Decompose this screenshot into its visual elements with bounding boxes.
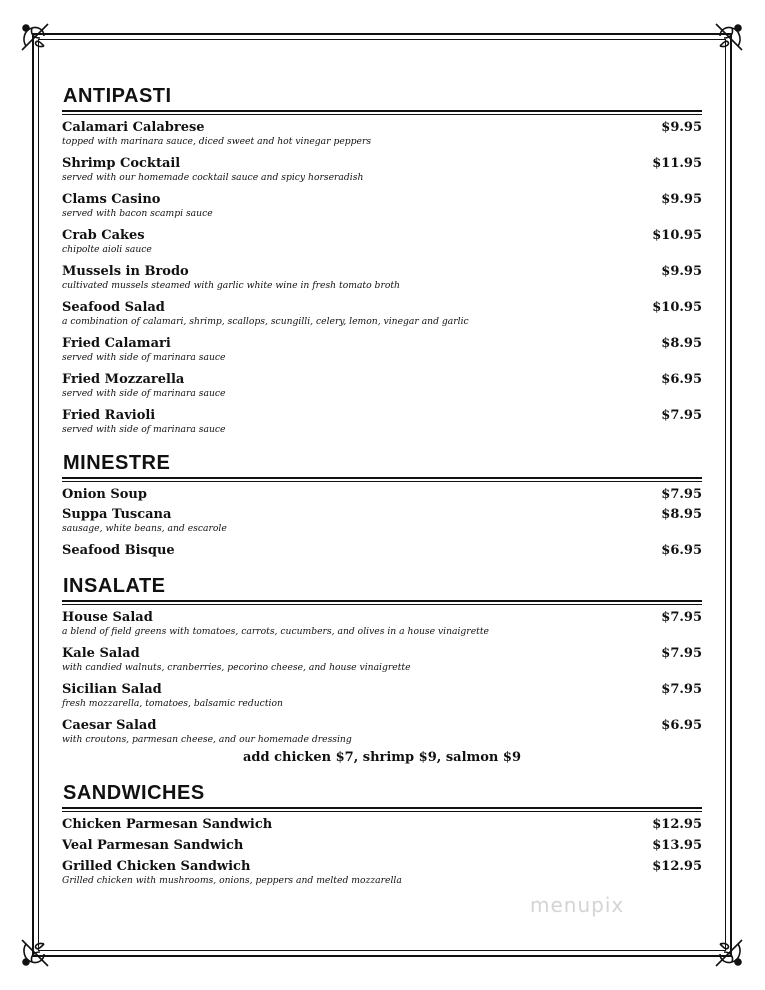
item-price: $9.95 xyxy=(661,120,702,135)
section-title: SANDWICHES xyxy=(63,782,205,804)
section-rule xyxy=(62,110,702,115)
item-price: $7.95 xyxy=(661,610,702,625)
item-description: served with side of marinara sauce xyxy=(62,352,226,363)
item-name: Chicken Parmesan Sandwich xyxy=(62,817,273,832)
watermark: menupix xyxy=(530,893,625,917)
section-sandwiches xyxy=(62,781,702,890)
item-name: Calamari Calabrese xyxy=(62,120,205,135)
item-name: Grilled Chicken Sandwich xyxy=(62,859,251,874)
menu-item xyxy=(62,486,702,506)
item-price: $9.95 xyxy=(661,264,702,279)
item-description: fresh mozzarella, tomatoes, balsamic reduction xyxy=(62,698,283,709)
item-description: a combination of calamari, shrimp, scallops, scungilli, celery, lemon, vinegar and garlic xyxy=(62,316,469,327)
item-price: $8.95 xyxy=(661,507,702,522)
item-name: Fried Mozzarella xyxy=(62,372,185,387)
item-description: served with side of marinara sauce xyxy=(62,388,226,399)
item-price: $12.95 xyxy=(652,859,702,874)
menu-content xyxy=(62,84,702,890)
section-rule xyxy=(62,807,702,812)
item-price: $6.95 xyxy=(661,372,702,387)
menu-item xyxy=(62,506,702,542)
item-name: Clams Casino xyxy=(62,192,161,207)
section-title: ANTIPASTI xyxy=(63,85,172,107)
section-antipasti xyxy=(62,84,702,437)
menu-item xyxy=(62,542,702,562)
menu-item xyxy=(62,816,702,837)
menu-item xyxy=(62,837,702,858)
item-description: topped with marinara sauce, diced sweet and hot vinegar peppers xyxy=(62,136,372,147)
item-description: Grilled chicken with mushrooms, onions, peppers and melted mozzarella xyxy=(62,875,402,886)
item-name: Mussels in Brodo xyxy=(62,264,189,279)
section-minestre xyxy=(62,451,702,562)
item-description: served with our homemade cocktail sauce and spicy horseradish xyxy=(62,172,364,183)
menu-item xyxy=(62,227,702,263)
menu-item xyxy=(62,119,702,155)
item-price: $12.95 xyxy=(652,817,702,832)
item-description: served with bacon scampi sauce xyxy=(62,208,213,219)
item-price: $10.95 xyxy=(652,228,702,243)
item-price: $7.95 xyxy=(661,408,702,423)
salad-addon-note: add chicken $7, shrimp $9, salmon $9 xyxy=(243,750,521,765)
menu-item xyxy=(62,609,702,645)
item-name: Shrimp Cocktail xyxy=(62,156,181,171)
item-price: $7.95 xyxy=(661,487,702,502)
section-rule xyxy=(62,600,702,605)
item-price: $10.95 xyxy=(652,300,702,315)
item-price: $7.95 xyxy=(661,646,702,661)
fleur-ornament-icon xyxy=(18,20,52,54)
item-name: Onion Soup xyxy=(62,487,147,502)
menu-item xyxy=(62,263,702,299)
fleur-ornament-icon xyxy=(712,936,746,970)
item-description: chipolte aioli sauce xyxy=(62,244,152,255)
item-price: $8.95 xyxy=(661,336,702,351)
item-name: Fried Ravioli xyxy=(62,408,156,423)
item-description: sausage, white beans, and escarole xyxy=(62,523,227,534)
section-rule xyxy=(62,477,702,482)
section-title: INSALATE xyxy=(63,575,166,597)
item-price: $11.95 xyxy=(652,156,702,171)
item-price: $6.95 xyxy=(661,718,702,733)
item-name: Fried Calamari xyxy=(62,336,171,351)
item-description: cultivated mussels steamed with garlic white wine in fresh tomato broth xyxy=(62,280,400,291)
menu-item xyxy=(62,299,702,335)
item-description: with candied walnuts, cranberries, pecorino cheese, and house vinaigrette xyxy=(62,662,411,673)
item-name: Crab Cakes xyxy=(62,228,145,243)
section-insalate xyxy=(62,574,702,767)
item-name: Caesar Salad xyxy=(62,718,157,733)
menu-item xyxy=(62,645,702,681)
menu-item xyxy=(62,155,702,191)
item-name: Seafood Salad xyxy=(62,300,165,315)
item-name: Sicilian Salad xyxy=(62,682,162,697)
item-description: with croutons, parmesan cheese, and our homemade dressing xyxy=(62,734,352,745)
item-description: a blend of field greens with tomatoes, carrots, cucumbers, and olives in a house vinaigrette xyxy=(62,626,489,637)
item-price: $6.95 xyxy=(661,543,702,558)
menu-item xyxy=(62,371,702,407)
menu-item xyxy=(62,407,702,437)
item-name: Seafood Bisque xyxy=(62,543,175,558)
item-name: Suppa Tuscana xyxy=(62,507,172,522)
fleur-ornament-icon xyxy=(712,20,746,54)
item-price: $7.95 xyxy=(661,682,702,697)
item-price: $13.95 xyxy=(652,838,702,853)
item-name: Kale Salad xyxy=(62,646,140,661)
menu-item xyxy=(62,858,702,890)
menu-item xyxy=(62,681,702,717)
fleur-ornament-icon xyxy=(18,936,52,970)
item-price: $9.95 xyxy=(661,192,702,207)
item-name: Veal Parmesan Sandwich xyxy=(62,838,244,853)
section-title: MINESTRE xyxy=(63,452,171,474)
menu-item xyxy=(62,717,702,747)
item-name: House Salad xyxy=(62,610,153,625)
menu-item xyxy=(62,191,702,227)
item-description: served with side of marinara sauce xyxy=(62,424,226,435)
menu-item xyxy=(62,335,702,371)
